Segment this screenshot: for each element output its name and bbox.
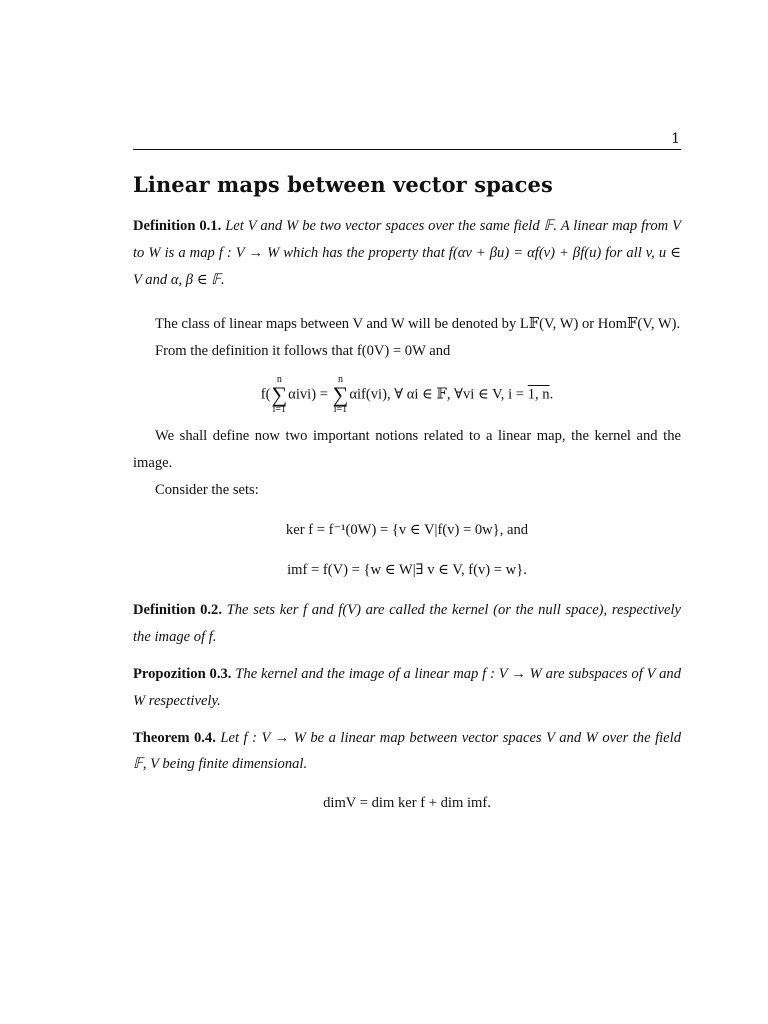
sum-symbol: n ∑ i=1 bbox=[332, 373, 349, 415]
definition-0-1 bbox=[133, 213, 681, 293]
equation-kernel: ker f = f⁻¹(0W) = {v ∈ V|f(v) = 0w}, and bbox=[285, 522, 529, 539]
definition-label: Definition 0.2. bbox=[133, 602, 222, 619]
page-number: 1 bbox=[671, 131, 680, 147]
definition-text: Let V and W be two vector spaces over the same field 𝔽. A linear map from V to W is a map f : V → W which has the property that f(αv + βu) = αf(v) + βf(u) for all v, u ∈ V and α, β ∈ 𝔽. bbox=[133, 218, 682, 288]
theorem-label: Theorem 0.4. bbox=[133, 729, 216, 746]
header-rule bbox=[133, 149, 681, 150]
page-body bbox=[133, 172, 681, 824]
index-range: 1, n bbox=[527, 386, 550, 403]
paragraph-notation: The class of linear maps between V and W will be denoted by L𝔽(V, W) or Hom𝔽(V, W). bbox=[155, 316, 681, 333]
definition-label: Definition 0.1. bbox=[133, 218, 222, 234]
definition-text: The sets ker f and f(V) are called the kernel (or the null space), respectively the image of f. bbox=[133, 602, 681, 646]
theorem-0-4 bbox=[133, 725, 681, 779]
equation-linearity: f(n ∑ i=1αivi) = n ∑ i=1αif(vi), ∀ αi ∈ 𝔽, ∀vi ∈ V, i = 1, n. bbox=[260, 373, 554, 415]
equation-image: imf = f(V) = {w ∈ W|∃ v ∈ V, f(v) = w}. bbox=[287, 562, 527, 579]
theorem-text: Let f : V → W be a linear map between vector spaces V and W over the field 𝔽, V being finite dimensional. bbox=[133, 729, 682, 773]
proposition-text: The kernel and the image of a linear map f : V → W are subspaces of V and W respectively. bbox=[133, 665, 681, 709]
paragraph-consider: Consider the sets: bbox=[155, 481, 259, 498]
paragraph-consequence: From the definition it follows that f(0V) = 0W and bbox=[155, 343, 451, 360]
proposition-label: Propozition 0.3. bbox=[133, 665, 232, 682]
paragraph-kernel-image: We shall define now two important notions related to a linear map, the kernel and the image. bbox=[133, 427, 681, 471]
definition-0-2 bbox=[133, 597, 681, 651]
sum-symbol: n ∑ i=1 bbox=[271, 373, 288, 415]
equation-rank-nullity: dimV = dim ker f + dim imf. bbox=[323, 795, 491, 812]
proposition-0-3 bbox=[133, 661, 681, 715]
section-title: Linear maps between vector spaces bbox=[133, 172, 553, 197]
